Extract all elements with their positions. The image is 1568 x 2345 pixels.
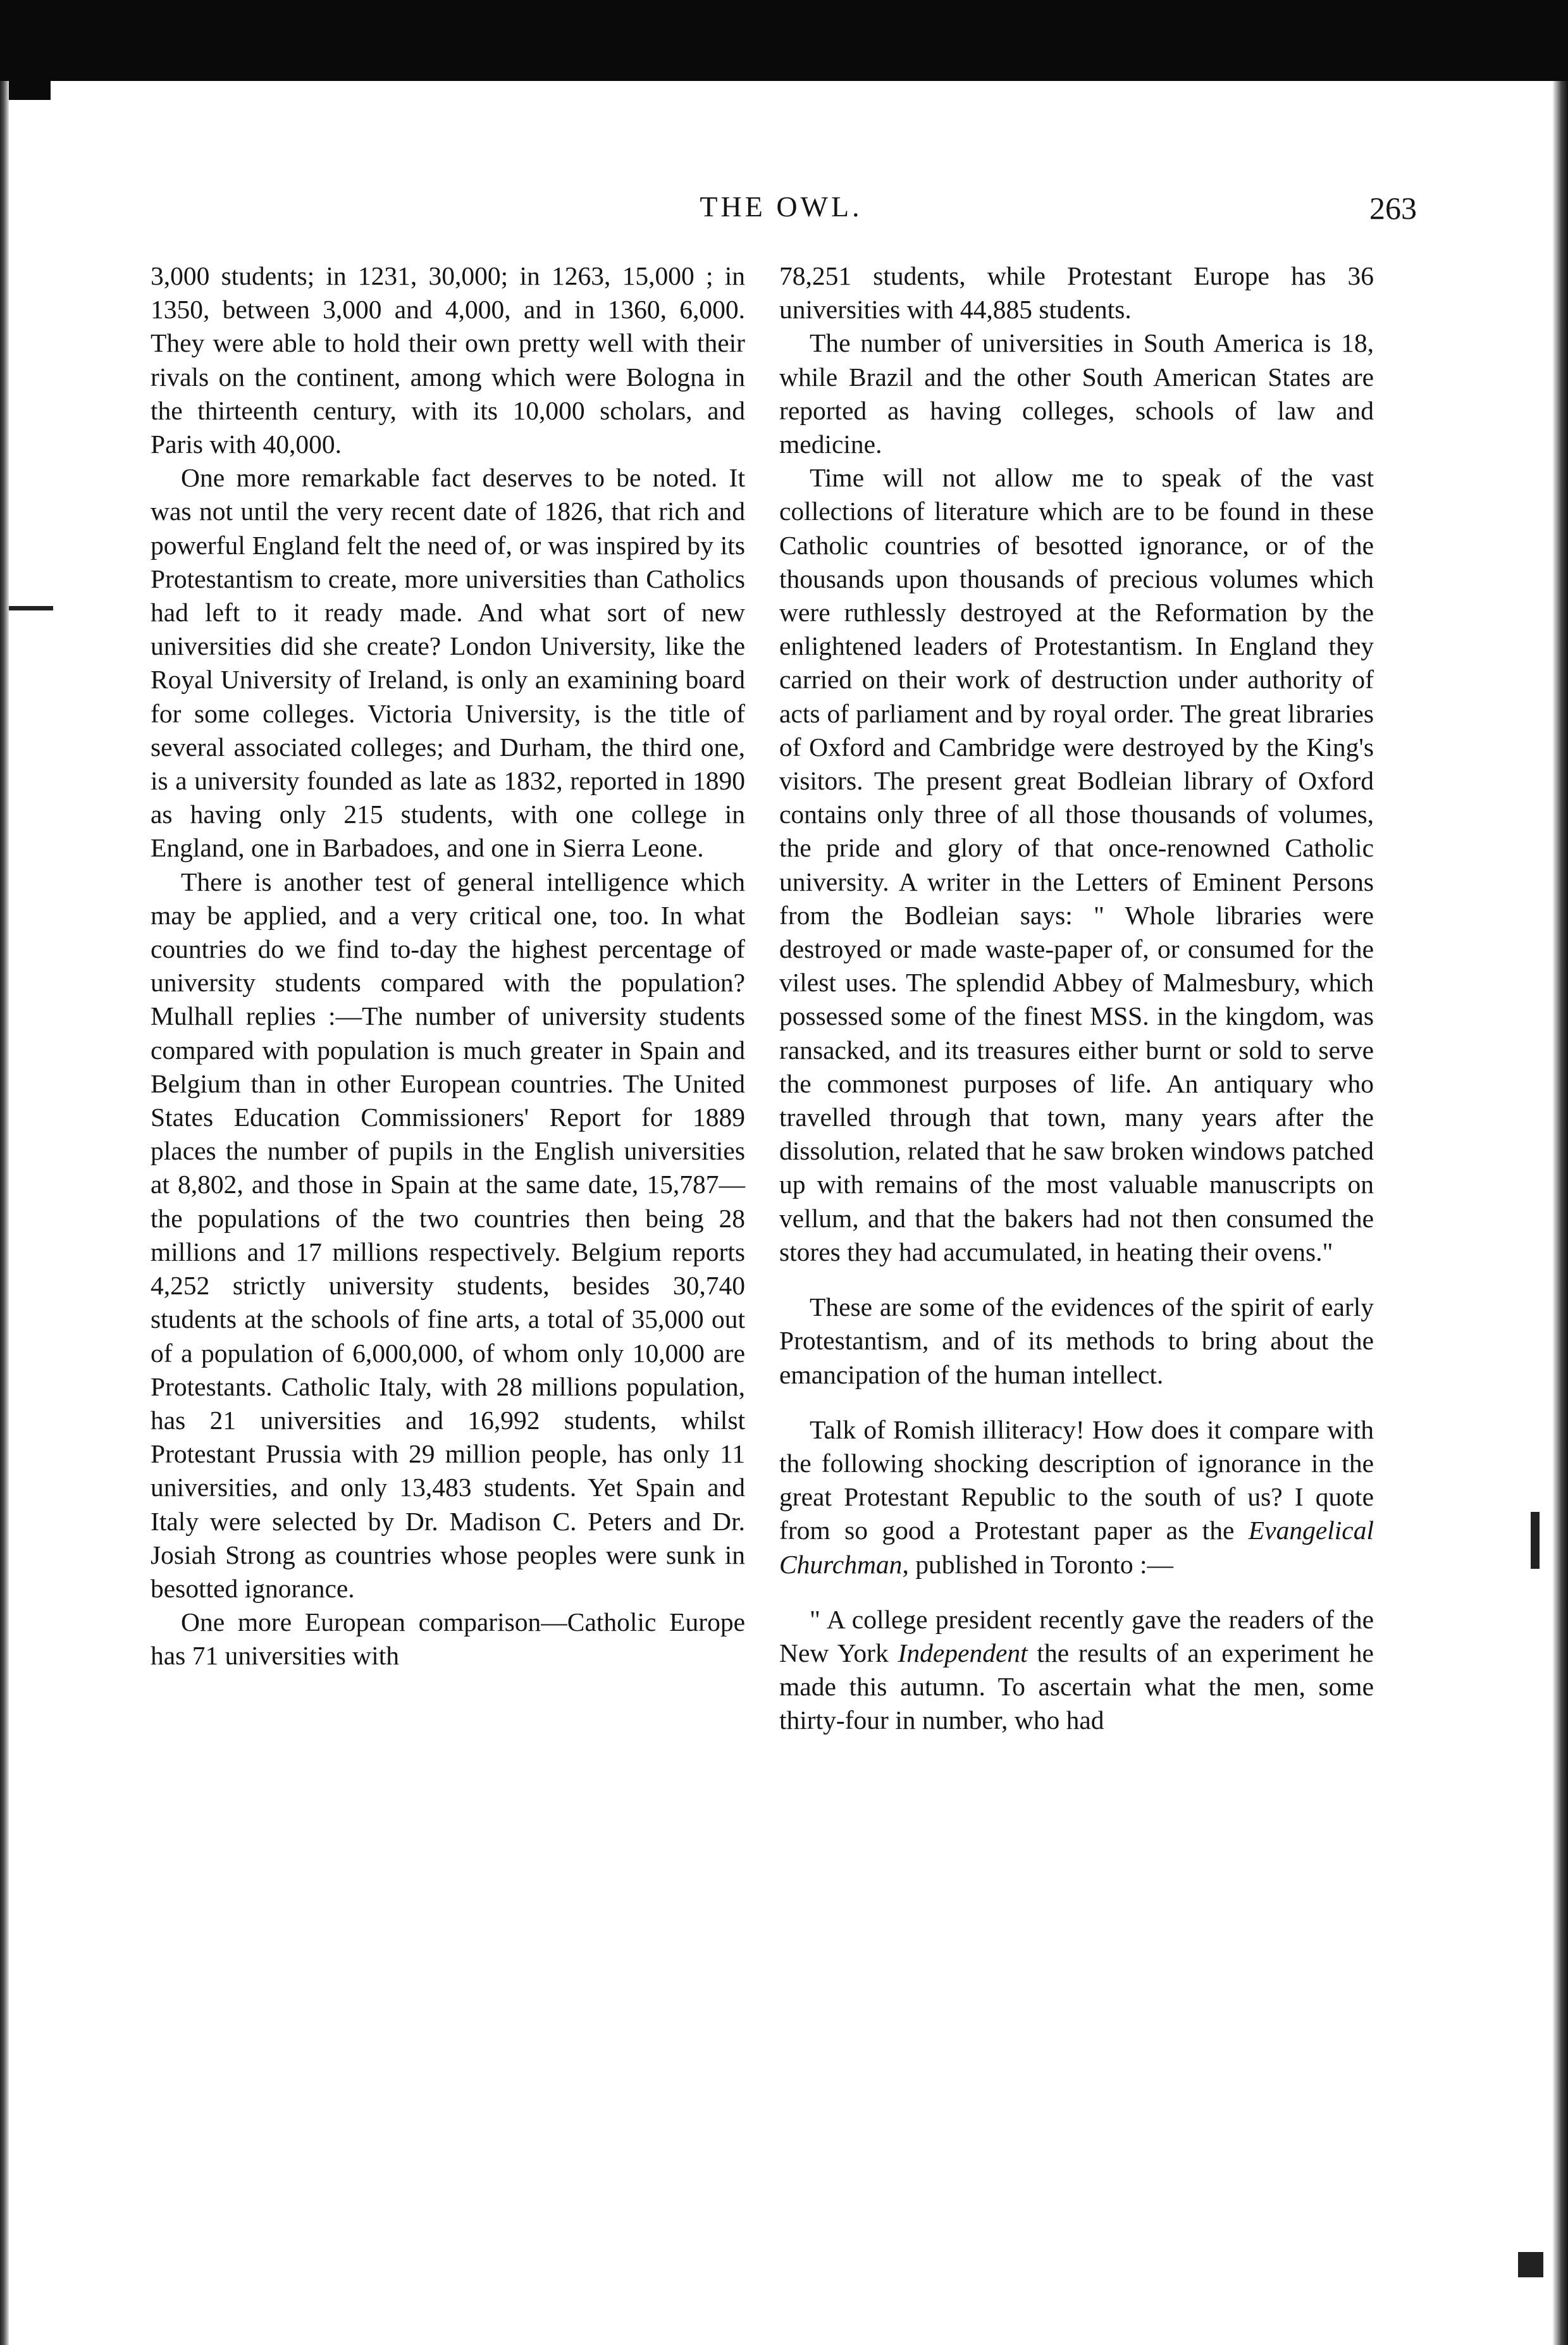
scan-border-left xyxy=(0,81,9,2345)
paragraph: One more European comparison—Catholic Europe has 71 universities with xyxy=(151,1607,745,1671)
page-number: 263 xyxy=(1369,190,1417,226)
paragraph: One more remarkable fact deserves to be noted. It was not until the very recent date of 1826, that rich and powerful England felt the need of, or was inspired by its Protestantism to create, more universities than Catholics had left to it ready made. And what sort of new universities did she create? London University, like the Royal University of Ireland, is only an examining board for some colleges. Victoria University, is the title of several associated colleges; and Durham, the third one, is a university founded as late as 1832, reported in 1890 as having only 215 students, with one college in England, one in Barbadoes, and one in Sierra Leone. xyxy=(151,463,745,863)
paragraph: Time will not allow me to speak of the vast collections of literature which are to be found in these Catholic countries of besotted ignorance, or of the thousands upon thousands of precious volumes which were ruthlessly destroyed at the Reformation by the enlightened leaders of Protestantism. In England they carried on their work of destruction under authority of acts of parliament and by royal order. The great libraries of Oxford and Cambridge were destroyed by the King's visitors. The present great Bodleian library of Oxford contains only three of all those thousands of volumes, the pride and glory of that once-renowned Catholic university. A writer in the Letters of Eminent Persons from the Bodleian says: " Whole libraries were destroyed or made waste-paper of, or consumed for the vilest uses. The splendid Abbey of Malmesbury, which possessed some of the finest MSS. in the kingdom, was ransacked, and its treasures either burnt or sold to serve the commonest purposes of life. An antiquary who travelled through that town, many years after the dissolution, related that he saw broken windows patched up with remains of the most valuable manuscripts on vellum, and that the bakers had not then consumed the stores they had accumulated, in heating their ovens." xyxy=(779,463,1374,1266)
paragraph xyxy=(779,1413,1374,1581)
paragraph: 3,000 students; in 1231, 30,000; in 1263, 15,000 ; in 1350, between 3,000 and 4,000, and in 1360, 6,000. They were able to hold their own pretty well with their rivals on the continent, among which were Bologna in the thirteenth century, with its 10,000 scholars, and Paris with 40,000. xyxy=(151,261,745,459)
text-run: Talk of Romish illiteracy! How does it compare with the following shocking description of ignorance in the great Protestant Republic to the south of us? I quote from so good a Protestant paper as the xyxy=(779,1414,1374,1545)
scan-edge-mark xyxy=(1531,1512,1540,1569)
scan-edge-mark xyxy=(9,606,53,610)
scan-border-right xyxy=(1553,81,1568,2345)
text-run: " A college president recently gave the readers of the New York xyxy=(779,1604,1374,1667)
text-run: , published in Toronto :— xyxy=(902,1549,1174,1579)
page-header xyxy=(145,190,1417,240)
text-run: the results of an experiment he made this autumn. To ascertain what the men, some thirty-four in number, who had xyxy=(779,1638,1374,1735)
paragraph: These are some of the evidences of the spirit of early Protestantism, and of its methods to bring about the emancipation of the human intellect. xyxy=(779,1292,1374,1389)
paragraph: The number of universities in South America is 18, while Brazil and the other South American States are reported as having colleges, schools of law and medicine. xyxy=(779,328,1374,459)
paragraph xyxy=(779,1603,1374,1738)
periodical-title: Independent xyxy=(898,1638,1028,1667)
left-column xyxy=(151,259,745,1673)
right-column xyxy=(779,259,1374,1738)
paragraph: There is another test of general intelligence which may be applied, and a very critical one, too. In what countries do we find to-day the highest percentage of university students compared with the population? Mulhall replies :—The number of university students compared with population is much greater in Spain and Belgium than in other European countries. The United States Education Commissioners' Report for 1889 places the number of pupils in the English universities at 8,802, and those in Spain at the same date, 15,787—the populations of the two countries then being 28 millions and 17 millions respectively. Belgium reports 4,252 strictly university students, besides 30,740 students at the schools of fine arts, a total of 35,000 out of a population of 6,000,000, of whom only 10,000 are Protestants. Catholic Italy, with 28 millions population, has 21 universities and 16,992 students, whilst Protestant Prussia with 29 million people, has only 11 universities, and only 13,483 students. Yet Spain and Italy were selected by Dr. Madison C. Peters and Dr. Josiah Strong as countries whose peoples were sunk in besotted ignorance. xyxy=(151,867,745,1603)
scan-border-top xyxy=(0,0,1568,81)
running-title: THE OWL. xyxy=(700,190,863,223)
periodical-title: Evangelical Churchman xyxy=(779,1516,1374,1579)
scan-edge-mark xyxy=(1518,2252,1543,2277)
paragraph: 78,251 students, while Protestant Europe has 36 universities with 44,885 students. xyxy=(779,261,1374,325)
